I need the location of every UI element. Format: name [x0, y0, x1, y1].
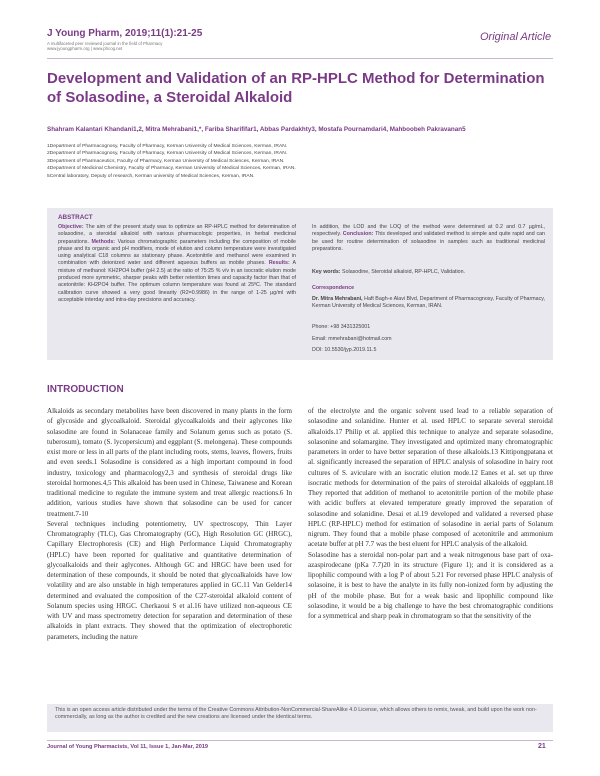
author-list: Shahram Kalantari Khandani1,2, Mitra Mehrabani1,*, Fariba Sharififar1, Abbas Pardakhty3, Mostafa Pournamdari4, Mahboobeh Pakravanan5 — [47, 126, 466, 133]
page-number: 21 — [538, 743, 546, 750]
affiliations — [47, 143, 553, 180]
keywords — [312, 269, 545, 276]
correspondence-address — [312, 296, 545, 311]
header-divider — [47, 58, 553, 59]
corresponding-author: Dr. Mitra Mehrabani, — [312, 296, 363, 302]
affiliation: 5Central laboratory, Deputy of research, Kerman university of Medical Sciences, Kerman, IRAN. — [47, 173, 255, 179]
affiliation: 1Department of Pharmacognosy, Faculty of Pharmacy, Kerman University of Medical Sciences, Kerman, IRAN. — [47, 144, 288, 149]
keywords-text: Solasodine, Steroidal alkaloid, RP-HPLC, Validation. — [342, 269, 466, 275]
objective-text: The aim of the present study was to optimize an RP-HPLC method for determination of solasodine, a steroidal alkaloid with various pharmacologic properties, in herbal medicinal preparations. — [58, 224, 296, 245]
abstract-left-column — [58, 224, 296, 304]
article-title: Development and Validation of an RP-HPLC Method for Determination of Solasodine, a Steroidal Alkaloid — [47, 70, 545, 106]
abstract-right-column — [312, 224, 545, 253]
introduction-heading: INTRODUCTION — [47, 384, 124, 395]
results-text: A mixture of methanol: KH2PO4 buffer (pH 2.5) at the ratio of 75:25 % v/v in an isocratic elution mode produced more symmetric, sharper peaks with better retention times and capacity factor than that of acetonitrile: KH2PO4 buffer. The optimum column temperature was found at 25ºC. The standard calibration curve showed a very good linearity (R2=0.9986) in the range of 1-25 µg/ml with acceptable interday and intra-day precisions and accuracy. — [58, 260, 296, 303]
journal-citation: J Young Pharm, 2019;11(1):21-25 — [47, 28, 203, 39]
affiliation: 2Department of Pharmacognosy, Faculty of Pharmacy, Kerman University of Medical Sciences, Kerman, IRAN. — [47, 151, 288, 157]
correspondence-phone: Phone: +98 3431325001 — [312, 324, 371, 330]
footer-divider — [47, 740, 553, 741]
objective-label: Objective: — [58, 224, 84, 230]
abstract-continuation: In addition, the LOD and the LOQ of the method were determined at 0.2 and 0.7 µg/mL, respectively. — [312, 224, 545, 238]
corresponding-address-text: Haft Bagh-e Alavi Blvd, Department of Pharmacognosy, Faculty of Pharmacy, Kerman University of Medical Sciences, Kerman, IRAN. — [312, 296, 545, 310]
conclusion-text: This developed and validated method is simple and quite rapid and can be used for routine determination of solasodine in samples such as traditional medicinal preparations. — [312, 231, 545, 252]
journal-tagline-line: A multifaceted peer reviewed journal in the field of Pharmacy — [47, 41, 163, 46]
paragraph: of the electrolyte and the organic solvent used lead to a reliable separation of solasodine and solanidine. Hunter et al. used HPLC to separate several steroidal alkaloids.17 Philip et al. applied this technique to analyze and separate solasodine, solasonine and solamargine. They investigated and optimized many chromatographic parameters in order to have better separation of these alkaloids.13 Kittipongpatana et al. significantly increased the separation of HPLC analysis of solasodine in hairy root cultures of S. aviculare with an isocratic elution mode.12 Eanes et al. set up three isocratic methods for determination of the pairs of steroidal alkaloids of eggplant.18 They reported that addition of methanol to acetonitrile portion of the mobile phase with acidic buffers at elevated temperature greatly improved the separation of solasodine and solanidine. Desai et al.19 developed and validated a reversed phase HPLC (RP-HPLC) method for estimation of solasodine in aerial parts of Solanum nigrum. They found that a mobile phase composed of acetonitrile and ammonium acetate buffer at pH 7.7 was the best eluent for HPLC analysis of the alkaloid. — [308, 407, 553, 549]
paragraph: Solasodine has a steroidal non-polar part and a weak nitrogenous base part of oxa-azaspirodecane (pKa 7.7)20 in its structure (Figure 1); and it is considered as a lipophilic compound with a log P of about 5.21 For reversed phase HPLC analysis of solasoine, it is best to have the analyte in its fully non-ionized form by adjusting the pH of the mobile phase. But for a weak basic and lipophilic compound like solasodine, it would be a big challenge to have the best chromatographic conditions for a symmetrical and sharp peak in chromatogram so that the sensitivity of the — [308, 550, 553, 620]
keywords-label: Key words: — [312, 269, 341, 275]
journal-tagline — [47, 41, 247, 51]
article-type: Original Article — [480, 31, 552, 43]
paragraph: Alkaloids as secondary metabolites have been discovered in many plants in the form of glycoside and glycoalkaloid. Steroidal glycoalkaloids and their aglycones like solasodine are found in Solanaceae family and Solanum genus such as potato (S. tuberosum), tomato (S. lycopersicum) and eggplant (S. melongena). These compounds exist more or less in all parts of the plant including roots, stems, leaves, flowers, fruits and even seeds.1 Solasodine is considered as a high important compound in food industry, toxicology and pharmacology2,3 and synthesis of steroidal drugs like steroidal hormones.4,5 This alkaloid has been used in Chinese, Taiwanese and Korean traditional medicine to regulate the immune system and treat allergic reactions.6 In addition, various studies have shown that solasodine can be used for cancer treatment.7-10 — [47, 407, 292, 518]
correspondence-email[interactable]: Email: mmehrabani@hotmail.com — [312, 336, 392, 342]
affiliation: 3Department of Pharmaceutics, Faculty of Pharmacy, Kerman University of Medical Sciences, Kerman, IRAN. — [47, 158, 285, 164]
body-column-right — [308, 406, 553, 621]
footer-citation: Journal of Young Pharmacists, Vol 11, Issue 1, Jan-Mar, 2019 — [47, 744, 209, 750]
methods-label: Methods: — [91, 238, 116, 245]
abstract-heading: ABSTRACT — [58, 214, 93, 221]
article-doi[interactable]: DOI: 10.5530/jyp.2019.11.5 — [312, 347, 377, 353]
correspondence-heading: Correspondence — [312, 285, 355, 291]
results-label: Results: — [268, 260, 290, 267]
open-access-notice: This is an open access article distributed under the terms of the Creative Commons Attribution-NonCommercial-ShareAlike 4.0 License, which allows others to remix, tweak, and build upon the work non-commercially, as long as the author is credited and the new creations are licensed under the identical terms. — [55, 707, 537, 721]
methods-text: Various chromatographic parameters including the composition of mobile phase and its organic and pH modifiers, mode of elution and column temperature were investigated using analytical C18 columns as stationary phase. Acetonitrile and methanol were examined in combination with deionized water and different aqueous buffers as mobile phases. — [58, 238, 296, 267]
affiliation: 4Department of Medicinal Chemistry, Faculty of Pharmacy, Kerman University of Medical Sciences, Kerman, IRAN. — [47, 166, 296, 172]
paragraph: Several techniques including potentiometry, UV spectroscopy, Thin Layer Chromatography (TLC), Gas Chromatography (GC), High Resolution GC (HRGC), Capillary Electrophoresis (CE) and High Performance Liquid Chromatography (HPLC) have been reported for qualitative and quantitative determination of glycoalkaloids and their aglycones. Although GC and HRGC have been used for determination of these compounds, it should be noted that glycoalkaloids have low volatility and are also unstable in high temperatures applied in GC.11 Van Gelder14 determined and evaluated the composition of the C27-steroidal alkaloid content of Solanum species using HRGC. Cherkaoui S et al.16 have utilized non-aqueous CE with UV and mass spectrometry detection for separation and determination of these alkaloids in plant extracts. They showed that the optimization of electrophoretic parameters, including the nature — [47, 519, 292, 641]
conclusion-label: Conclusion: — [342, 231, 374, 238]
body-column-left — [47, 406, 292, 642]
journal-website-links: www.jyoungpharm.org | www.phcog.net — [47, 46, 123, 52]
